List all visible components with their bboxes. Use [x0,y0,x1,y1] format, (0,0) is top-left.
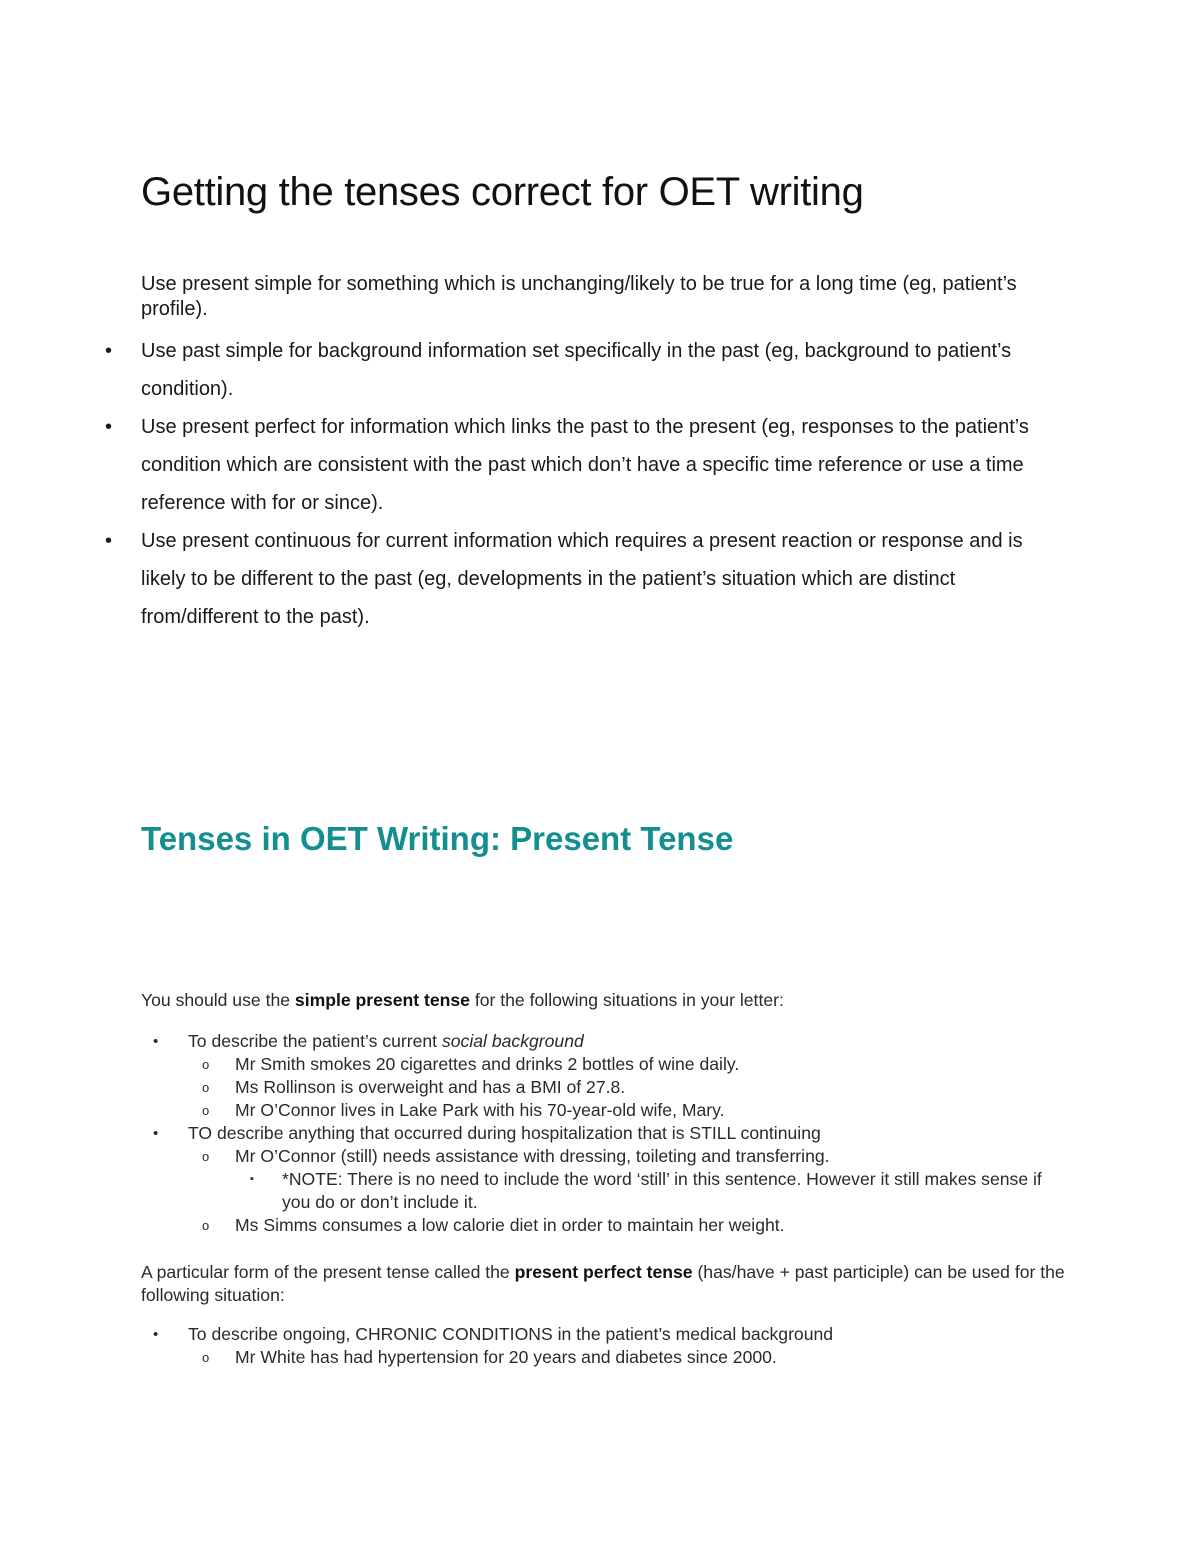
paragraph-text: (has/have + past participle) can be used for the following situation: [141,1262,1065,1305]
list-item [141,1053,1071,1076]
example-text: Mr Smith smokes 20 cigarettes and drinks 2 bottles of wine daily. [235,1054,740,1074]
list-item [141,1099,1071,1122]
list-item [141,1030,1071,1053]
circle-bullet-icon: o [202,1080,210,1095]
list-item [105,408,1071,522]
circle-bullet-icon: o [202,1350,210,1365]
list-item [141,1122,1071,1145]
bullet-icon: • [153,1033,159,1050]
example-text: Ms Rollinson is overweight and has a BMI of 27.8. [235,1077,626,1097]
paragraph-text: You should use the [141,990,295,1010]
list-item-text: Use present perfect for information which links the past to the present (eg, responses to the patient’s condition which are consistent with the past which don’t have a specific time reference or use a time reference with for or since). [141,416,1029,514]
list-item [141,1346,1071,1369]
bold-term: present perfect tense [514,1262,693,1282]
italic-term: social background [441,1031,584,1051]
tense-bullet-list [105,332,1071,636]
circle-bullet-icon: o [202,1057,210,1072]
bullet-icon: • [153,1125,159,1142]
list-item [141,1076,1071,1099]
example-text: Ms Simms consumes a low calorie diet in order to maintain her weight. [235,1215,785,1235]
bullet-icon: • [105,416,113,438]
bullet-icon: • [105,340,113,362]
circle-bullet-icon: o [202,1103,210,1118]
present-perfect-paragraph [141,1261,1071,1307]
list-item [105,522,1071,636]
example-text: Mr White has had hypertension for 20 years and diabetes since 2000. [235,1347,777,1367]
list-item-text: TO describe anything that occurred during hospitalization that is STILL continuing [188,1123,821,1143]
example-text: Mr O’Connor lives in Lake Park with his 70-year-old wife, Mary. [235,1100,725,1120]
document-title: Getting the tenses correct for OET writing [141,170,864,214]
list-item [141,1323,1071,1346]
list-item [105,332,1071,408]
bold-term: simple present tense [294,990,470,1010]
paragraph-text: for the following situations in your letter: [469,990,784,1010]
list-item-text: Use present continuous for current information which requires a present reaction or response and is likely to be different to the past (eg, developments in the patient’s situation which are distinct from/different to the past). [141,530,1023,628]
circle-bullet-icon: o [202,1149,210,1164]
present-perfect-list [141,1323,1071,1369]
bullet-icon: • [153,1326,159,1343]
simple-present-list [141,1030,1071,1237]
paragraph-text: A particular form of the present tense called the [141,1262,515,1282]
list-item [141,1168,1071,1214]
note-text: *NOTE: There is no need to include the word ‘still’ in this sentence. However it still makes sense if you do or don’t include it. [282,1169,1042,1212]
section-heading: Tenses in OET Writing: Present Tense [141,820,734,857]
list-item [141,1145,1071,1168]
simple-present-paragraph [141,989,1071,1012]
example-text: Mr O’Connor (still) needs assistance with dressing, toileting and transferring. [235,1146,830,1166]
list-item-text: Use past simple for background information set specifically in the past (eg, background to patient’s condition). [141,340,1012,400]
bullet-icon: • [105,530,113,552]
intro-paragraph: Use present simple for something which is unchanging/likely to be true for a long time (eg, patient’s profile). [141,273,1017,320]
list-item [141,1214,1071,1237]
square-bullet-icon: ▪ [250,1173,254,1185]
list-item-text: To describe ongoing, CHRONIC CONDITIONS in the patient’s medical background [188,1324,834,1344]
list-item-text: To describe the patient’s current [188,1031,442,1051]
circle-bullet-icon: o [202,1218,210,1233]
